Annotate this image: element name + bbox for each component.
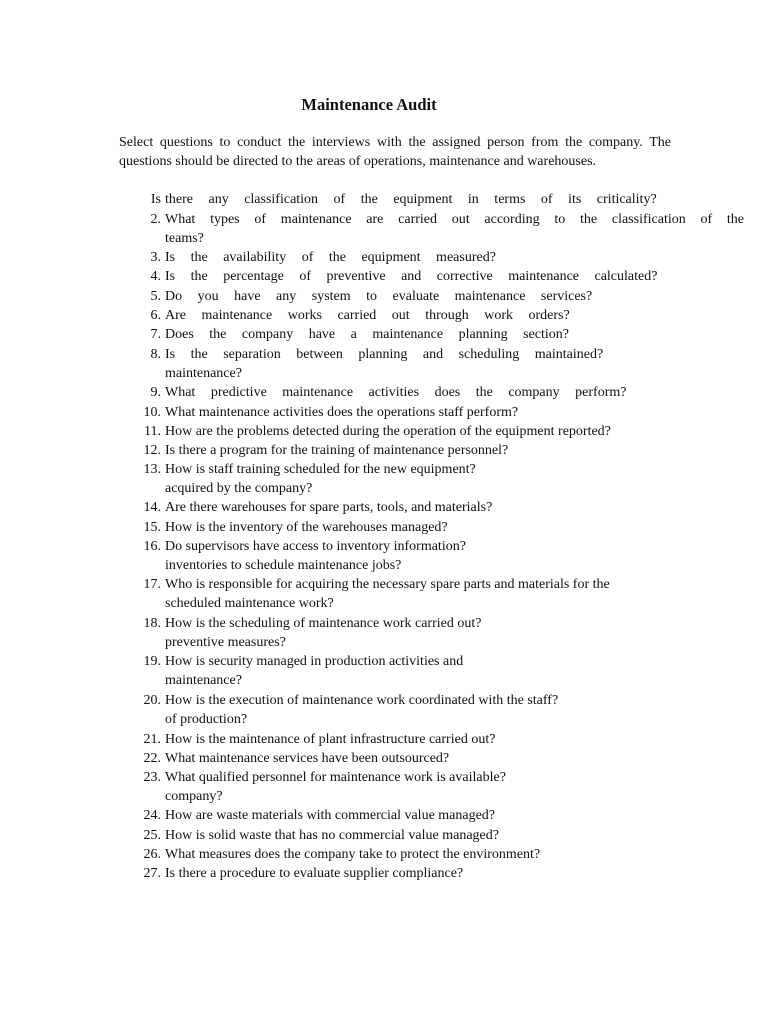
- question-text: Who is responsible for acquiring the necessary spare parts and materials for the: [165, 577, 610, 592]
- question-text: Do supervisors have access to inventory information?: [165, 539, 466, 554]
- question-text: How is the execution of maintenance work coordinated with the staff?: [165, 693, 559, 708]
- question-text: there any classification of the equipment in terms of its criticality?: [165, 192, 657, 207]
- question-text: What maintenance services have been outsourced?: [165, 751, 450, 766]
- question-text: How is solid waste that has no commercial value managed?: [165, 828, 499, 843]
- question-number: 22.: [143, 751, 161, 766]
- question-number: 8.: [150, 347, 161, 362]
- question-text: How are waste materials with commercial value managed?: [165, 808, 496, 823]
- question-text: What measures does the company take to protect the environment?: [165, 847, 541, 862]
- question-number: 20.: [143, 693, 161, 708]
- question-continuation: inventories to schedule maintenance jobs?: [165, 558, 402, 574]
- question-continuation: company?: [165, 789, 223, 805]
- page-title: Maintenance Audit: [301, 95, 437, 114]
- question-number: 14.: [143, 500, 161, 515]
- question-text: What types of maintenance are carried out according to the classification of the: [165, 212, 744, 227]
- question-continuation: scheduled maintenance work?: [165, 596, 334, 612]
- question-text: How is the inventory of the warehouses managed?: [165, 520, 448, 535]
- question-number: 27.: [143, 866, 161, 881]
- question-number: Is: [150, 192, 161, 207]
- question-number: 24.: [143, 808, 161, 823]
- question-number: 13.: [143, 462, 161, 477]
- question-number: 25.: [143, 828, 161, 843]
- question-text: How is staff training scheduled for the new equipment?: [165, 462, 476, 477]
- question-text: Are there warehouses for spare parts, tools, and materials?: [165, 500, 493, 515]
- question-number: 26.: [143, 847, 161, 862]
- question-number: 9.: [150, 385, 161, 400]
- question-number: 2.: [150, 212, 161, 227]
- question-text: What maintenance activities does the operations staff perform?: [165, 405, 519, 420]
- question-continuation: preventive measures?: [165, 635, 286, 651]
- question-text: How is the scheduling of maintenance work carried out?: [165, 616, 482, 631]
- question-text: Do you have any system to evaluate maintenance services?: [165, 289, 593, 304]
- question-number: 12.: [143, 443, 161, 458]
- question-continuation: teams?: [165, 231, 204, 247]
- question-text: Is there a procedure to evaluate supplier compliance?: [165, 866, 464, 881]
- question-text: Is the percentage of preventive and corrective maintenance calculated?: [165, 269, 658, 284]
- question-number: 21.: [143, 732, 161, 747]
- question-number: 4.: [150, 269, 161, 284]
- question-number: 3.: [150, 250, 161, 265]
- question-number: 6.: [150, 308, 161, 323]
- question-text: Is the availability of the equipment measured?: [165, 250, 496, 265]
- question-continuation: acquired by the company?: [165, 481, 313, 497]
- intro-paragraph: Select questions to conduct the interviews with the assigned person from the company. The questions should be directed to the areas of operations, maintenance and warehouses.: [119, 135, 671, 170]
- question-number: 7.: [150, 327, 161, 342]
- question-text: Does the company have a maintenance planning section?: [165, 327, 569, 342]
- question-continuation: maintenance?: [165, 366, 242, 382]
- question-text: How is the maintenance of plant infrastructure carried out?: [165, 732, 496, 747]
- question-number: 11.: [144, 424, 161, 439]
- question-text: What qualified personnel for maintenance work is available?: [165, 770, 506, 785]
- question-number: 15.: [143, 520, 161, 535]
- question-text: How is security managed in production activities and: [165, 654, 464, 669]
- question-number: 16.: [143, 539, 161, 554]
- question-continuation: maintenance?: [165, 673, 242, 689]
- question-number: 23.: [143, 770, 161, 785]
- question-number: 5.: [150, 289, 161, 304]
- question-text: How are the problems detected during the operation of the equipment reported?: [165, 424, 611, 439]
- question-text: Is the separation between planning and scheduling maintained?: [165, 347, 604, 362]
- question-number: 19.: [143, 654, 161, 669]
- question-continuation: of production?: [165, 712, 248, 728]
- question-text: What predictive maintenance activities does the company perform?: [165, 385, 627, 400]
- question-number: 18.: [143, 616, 161, 631]
- question-number: 17.: [143, 577, 161, 592]
- question-text: Is there a program for the training of maintenance personnel?: [165, 443, 509, 458]
- question-number: 10.: [143, 405, 161, 420]
- question-text: Are maintenance works carried out through work orders?: [165, 308, 570, 323]
